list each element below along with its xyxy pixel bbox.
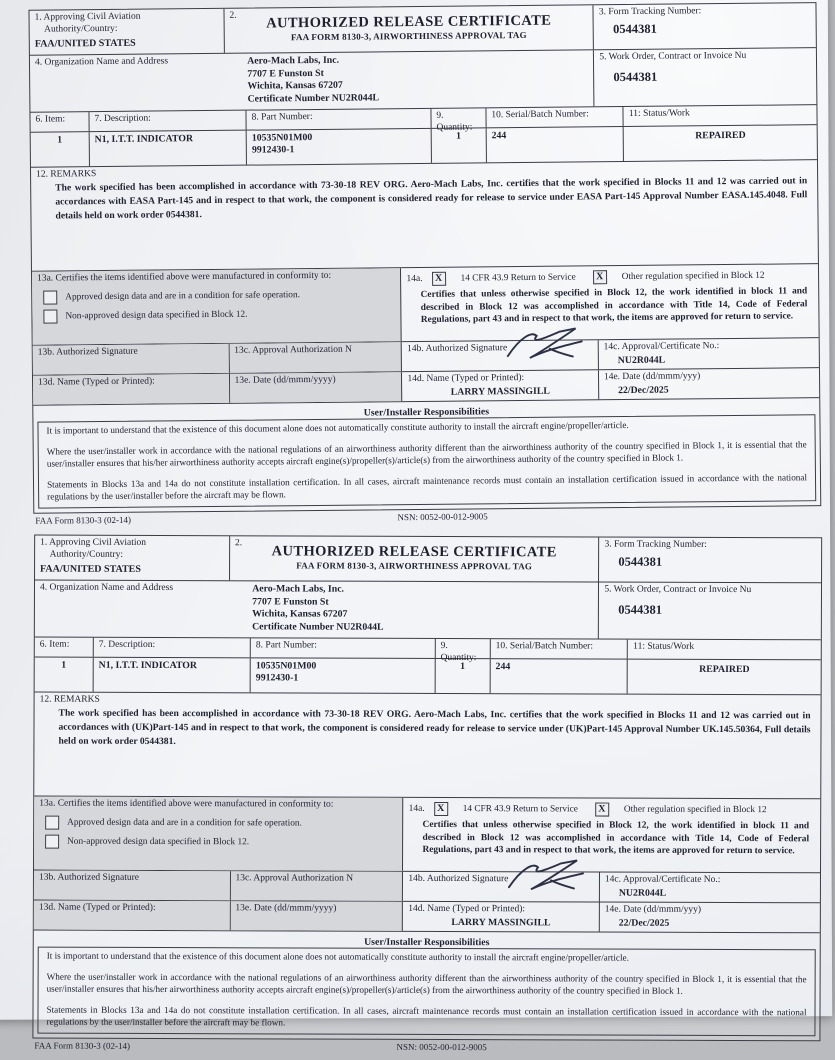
form-subtitle: FAA FORM 8130-3, AIRWORTHINESS APPROVAL TAG [296,560,533,572]
block-14c-label: 14c. Approval/Certificate No.: [604,874,721,885]
header-status-work: 11: Status/Work [633,641,695,652]
block-14a-return-to-service [403,798,820,872]
item-quantity: 1 [431,128,486,163]
block-5-value: 0544381 [613,69,658,84]
responsibilities-paragraph-1: It is important to understand that the existence of this document alone does not automatically constitute authority to install the aircraft engine/propeller/article. [46,950,629,963]
remarks-label: 12. REMARKS [36,169,97,180]
remarks-section [34,692,820,799]
block-13a-conformity [34,796,404,870]
certification-row [34,796,820,873]
block-14c-approval-certificate [600,872,820,902]
block-13b-label: 13b. Authorized Signature [38,872,139,883]
item-part-number [247,129,432,165]
header-part-number: 8. Part Number: [247,109,432,130]
remarks-text: The work specified has been accomplished in accordance with 73-30-18 REV ORG. Aero-Mach Labs, Inc. certifies that the work specified in Blocks 11 and 12 was carried out in accordances with (UK)Part-145 and in respect to that work, the component is considered ready for release to service under (UK)Part-145 Approval Number UK.145.50364, Full details held on work order 0544381. [58,707,811,747]
block-14e-label: 14e. Date (dd/mmm/yyy) [603,371,701,383]
item-serial-batch: 244 [490,659,628,693]
signature-row-2 [34,900,820,933]
header-serial-batch: 10. Serial/Batch Number: [486,107,624,127]
form-title: AUTHORIZED RELEASE CERTIFICATE [266,12,552,32]
block-13d-label: 13d. Name (Typed or Printed): [38,376,155,388]
signature-row-1 [34,870,820,903]
block-14c-value: NU2R044L [618,887,667,899]
block-13b-authorized-signature [33,344,230,375]
part-number-line-1: 10535N01M00 [255,660,317,672]
part-number-line-1: 10535N01M00 [251,132,313,144]
block-3-label: 3. Form Tracking Number: [604,539,707,550]
block-13c-label: 13c. Approval Authorization N [234,344,352,356]
item-table-value-row [35,657,821,695]
header-status-work: 11: Status/Work [628,108,690,119]
responsibilities-paragraph-2: Where the user/installer work in accordance with the national regulations of an airworthiness authority different than the airworthiness authority of the country specified in Block 1, it is essential that the user/installer ensures that his/her airworthiness authority accepts aircraft engine(s)/propeller(s)/article(s) from the airworthiness authority of the country specified in Block 1. [46,439,807,469]
cfr-439-label: 14 CFR 43.9 Return to Service [462,803,578,815]
item-part-number [251,658,436,693]
block-13e-date [229,372,402,403]
responsibilities-box [37,946,815,1035]
header-item: 6. Item: [35,637,94,656]
form-border-box [28,2,821,513]
remarks-section [31,160,818,272]
address-line-1: Aero-Mach Labs, Inc. [247,54,340,67]
block-5-label: 5. Work Order, Contract or Invoice Nu [604,584,752,595]
form-title: AUTHORIZED RELEASE CERTIFICATE [271,543,557,561]
item-quantity: 1 [435,659,490,693]
block-2-title [224,5,594,53]
responsibilities-title: User/Installer Responsibilities [363,406,490,419]
block-14d-value: LARRY MASSINGILL [450,385,550,398]
responsibilities-paragraph-3: Statements in Blocks 13a and 14a do not constitute installation certification. In all cases, aircraft maintenance records must contain an installation certification issued in accordance with the national regulations by the user/installer before the aircraft may be flown. [46,472,808,502]
block-13e-label: 13e. Date (dd/mmm/yyyy) [235,903,337,914]
block-3-value: 0544381 [612,21,657,36]
other-regulation-checkbox: X [595,802,609,816]
block-14a-number: 14a. [408,803,425,814]
block-13b-label: 13b. Authorized Signature [37,346,138,358]
block-14d-name [403,902,600,932]
form-subtitle: FAA FORM 8130-3, AIRWORTHINESS APPROVAL TAG [290,29,527,43]
handwritten-signature [499,857,595,897]
block-13e-date [230,901,403,931]
block-13c-approval-authorization [229,342,402,373]
address-line-3: Wichita, Kansas 67207 [247,80,343,93]
non-approved-design-checkbox [43,309,57,323]
item-description: N1, I.T.T. INDICATOR [90,131,248,167]
block-14a-number: 14a. [406,273,423,285]
cfr-439-checkbox: X [434,802,448,816]
block-13c-label: 13c. Approval Authorization N [235,873,354,884]
nsn-footer: NSN: 0052-00-012-9005 [396,1041,487,1052]
faa-form-8130-3-top [28,2,821,529]
header-row [29,3,815,56]
remarks-text: The work specified has been accomplished in accordance with 73-30-18 REV ORG. Aero-Mach Labs, Inc. certifies that the work specified in Blocks 11 and 12 was carried out in accordances with EASA Part-145 and in respect to that work, the component is considered ready for release to service under EASA Part-145 Approval Number EASA.145.4048. Full details held on work order 0544381. [55,175,808,222]
address-line-2: 7707 E Funston St [252,595,329,608]
block-3-label: 3. Form Tracking Number: [598,6,702,18]
other-regulation-label: Other regulation specified in Block 12 [623,804,767,815]
item-number: 1 [35,657,94,691]
organization-address [247,581,599,638]
block-14d-label: 14d. Name (Typed or Printed): [407,372,525,385]
block-14b-authorized-signature [402,340,599,371]
organization-row [35,580,821,640]
block-5-work-order [599,582,821,639]
block-13b-authorized-signature [34,870,231,900]
address-line-4: Certificate Number NU2R044L [252,621,384,633]
approved-design-label: Approved design data and are in a condition for safe operation. [65,290,300,303]
block-1-value: FAA/UNITED STATES [40,563,141,575]
block-4-organization [35,580,247,637]
address-line-2: 7707 E Funston St [247,67,324,80]
responsibilities-paragraph-1: It is important to understand that the existence of this document alone does not automatically constitute authority to install the aircraft engine/propeller/article. [46,419,629,436]
block-1-approving-authority [29,9,224,55]
block-14c-value: NU2R044L [617,354,666,366]
block-14c-approval-certificate [599,338,819,369]
responsibilities-paragraph-3: Statements in Blocks 13a and 14a do not constitute installation certification. In all cases, aircraft maintenance records must contain an installation certification issued in accordance with the national regulations by the user/installer before the aircraft may be flown. [46,1004,807,1028]
block-14d-label: 14d. Name (Typed or Printed): [408,903,526,915]
address-line-3: Wichita, Kansas 67207 [252,608,348,620]
non-approved-design-label: Non-approved design data specified in Block 12. [67,836,250,847]
block-1-value: FAA/UNITED STATES [34,37,136,50]
other-regulation-checkbox: X [593,270,607,284]
cfr-439-checkbox: X [432,272,446,286]
address-line-1: Aero-Mach Labs, Inc. [252,583,345,595]
block-1-approving-authority [35,535,230,580]
block-2-number: 2. [235,538,243,549]
responsibilities-title-row [34,930,820,948]
item-description: N1, I.T.T. INDICATOR [94,658,251,693]
non-approved-design-label: Non-approved design data specified in Block 12. [65,309,248,322]
non-approved-design-option [45,834,397,849]
block-14c-label: 14c. Approval/Certificate No.: [603,341,720,353]
header-row [35,535,821,583]
block-13c-approval-authorization [230,871,403,901]
block-14b-authorized-signature [403,872,600,902]
non-approved-design-option [43,306,396,323]
block-5-work-order [594,48,816,106]
approved-design-checkbox [45,815,59,829]
form-border-box [32,534,822,1041]
block-2-title [230,536,600,581]
remarks-label: 12. REMARKS [39,694,100,705]
block-14d-name [402,370,599,401]
block-14a-checkline [409,802,816,817]
organization-address [242,50,595,109]
item-table-header-row [35,637,821,663]
address-line-4: Certificate Number NU2R044L [247,92,380,105]
block-13e-label: 13e. Date (dd/mmm/yyyy) [234,374,336,386]
block-13a-label: 13a. Certifies the items identified above were manufactured in conformity to: [37,270,332,284]
part-number-line-2: 9912430-1 [255,672,299,684]
header-quantity: 9. Quantity: [436,639,491,658]
block-14a-certification-text: Certifies that unless otherwise specified in Block 12, the work identified in block 11 and described in Block 12 was accomplished in accordance with Title 14, Code of Federal Regulations, part 43 and in respect to that work, the items are approved for return to service. [422,819,810,857]
block-14e-value: 22/Dec/2025 [618,917,670,929]
responsibilities-paragraph-2: Where the user/installer work in accordance with the national regulations of an airworthiness authority different than the airworthiness authority of the country specified in Block 1, it is essential that the user/installer ensures that his/her airworthiness authority accepts aircraft engine(s)/propeller(s)/article(s) from the airworthiness authority of the country specified in Block 1. [46,971,807,996]
header-description: 7. Description: [94,638,251,658]
header-item: 6. Item: [30,112,89,132]
approved-design-checkbox [43,290,57,304]
header-serial-batch: 10. Serial/Batch Number: [491,639,629,658]
approved-design-label: Approved design data and are in a condition for safe operation. [67,817,302,829]
form-number-footer: FAA Form 8130-3 (02-14) [34,1040,131,1051]
responsibilities-title: User/Installer Responsibilities [364,936,490,948]
header-quantity: 9. Quantity: [431,108,486,128]
cfr-439-label: 14 CFR 43.9 Return to Service [460,272,576,284]
block-14a-certification-text: Certifies that unless otherwise specified in Block 12, the work identified in block 11 and described in Block 12 was accomplished in accordance with Title 14, Code of Federal Regulations, part 43 and in respect to that work, the items are approved for return to service. [420,286,808,326]
block-13d-label: 13d. Name (Typed or Printed): [38,902,156,913]
block-14b-label: 14b. Authorized Signature [408,873,509,884]
block-14e-value: 22/Dec/2025 [618,384,669,396]
other-regulation-label: Other regulation specified in Block 12 [621,270,765,283]
block-4-label: 4. Organization Name and Address [34,56,169,68]
block-14b-label: 14b. Authorized Signature [407,343,508,355]
block-14e-date [599,368,819,399]
item-number: 1 [31,132,90,167]
non-approved-design-checkbox [45,834,59,848]
organization-row [30,48,817,113]
block-4-organization [30,54,243,112]
faa-form-8130-3-bottom [32,534,822,1057]
approved-design-option [43,287,396,304]
handwritten-signature [497,325,593,366]
block-5-value: 0544381 [618,602,663,617]
block-14d-value: LARRY MASSINGILL [451,916,551,928]
block-4-label: 4. Organization Name and Address [39,582,174,593]
block-2-number: 2. [229,10,237,21]
item-status: REPAIRED [699,663,750,675]
form-number-footer: FAA Form 8130-3 (02-14) [35,514,132,526]
block-14e-label: 14e. Date (dd/mmm/yyy) [604,904,702,915]
block-1-label: 1. Approving Civil Aviation Authority/Country: [34,11,141,35]
block-14e-date [600,902,820,932]
block-13d-name [34,900,231,930]
block-13a-conformity [32,268,402,345]
item-serial-batch: 244 [486,127,624,162]
form-footer [32,1038,820,1057]
nsn-footer: NSN: 0052-00-012-9005 [397,511,488,522]
block-14a-return-to-service [401,264,818,341]
item-status: REPAIRED [695,129,746,142]
part-number-line-2: 9912430-1 [251,144,295,156]
block-3-value: 0544381 [618,554,663,569]
header-part-number: 8. Part Number: [251,638,436,658]
block-5-label: 5. Work Order, Contract or Invoice Nu [599,50,747,63]
block-3-form-tracking-number [599,537,821,582]
responsibilities-box [37,414,816,508]
block-1-label: 1. Approving Civil Aviation Authority/Country: [40,537,147,560]
certification-row [32,264,819,346]
header-description: 7. Description: [89,111,246,132]
block-13a-label: 13a. Certifies the items identified above were manufactured in conformity to: [39,798,334,810]
block-3-form-tracking-number [594,3,816,49]
block-13d-name [33,374,230,405]
approved-design-option [45,815,397,830]
